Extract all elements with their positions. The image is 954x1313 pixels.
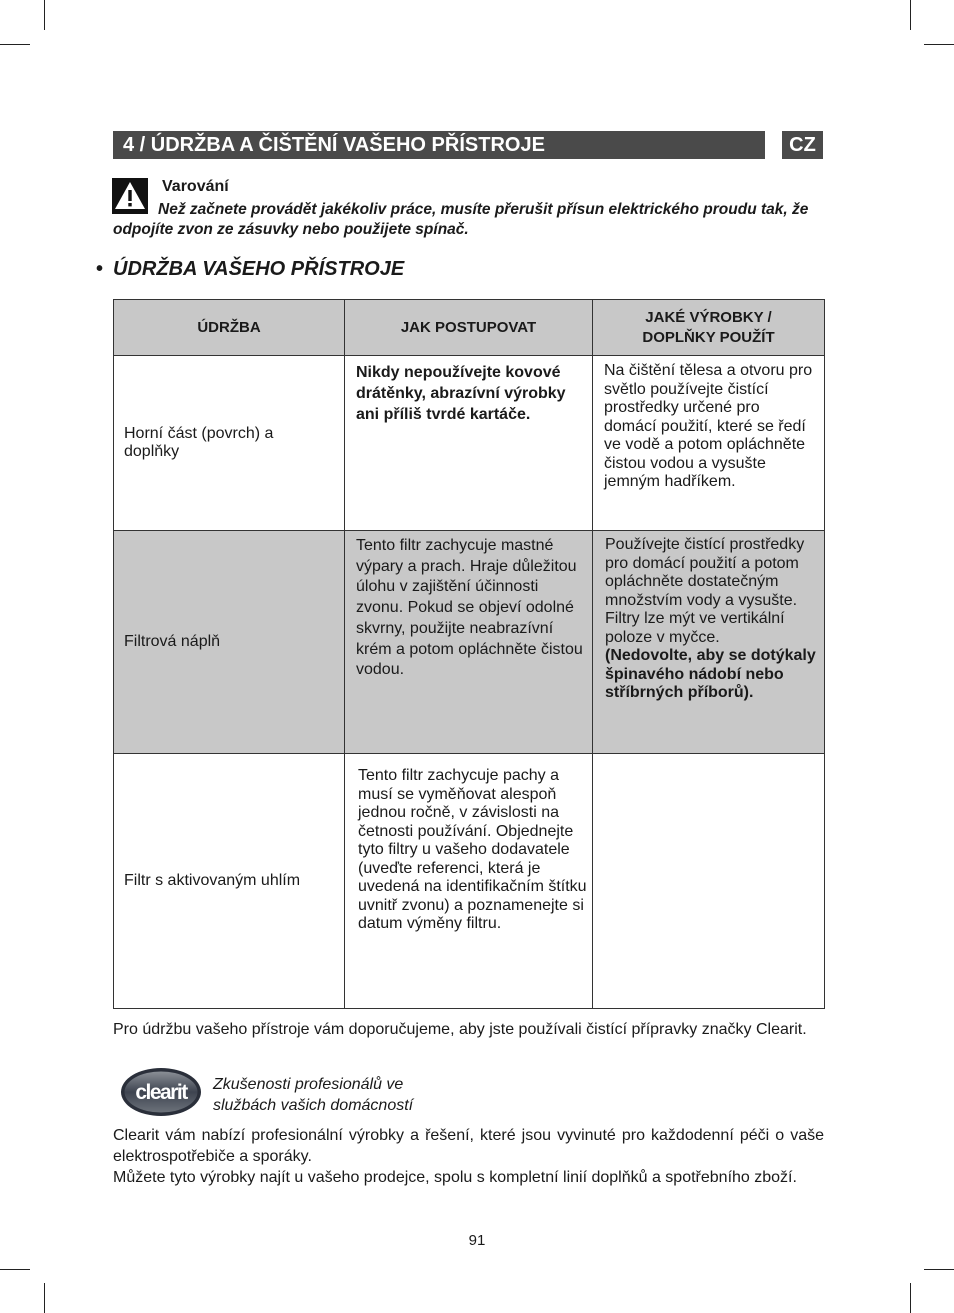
table-row: [114, 531, 825, 754]
how-text: Tento filtr zachycuje pachy a musí se vyměňovat alespoň jednou ročně, v závislosti na četnosti používání. Objednejte tyto filtry u vašeho dodavatele (uveďte referenci, která je uvedená na identifikačním štítku uvnitř zvonu) a poznamenejte si datum výměny filtru.: [358, 767, 587, 932]
products-bold-text: (Nedovolte, aby se dotýkaly špinavého nádobí nebo stříbrných příborů).: [605, 647, 816, 701]
crop-mark: [924, 1269, 954, 1270]
bullet: •: [96, 258, 104, 280]
how-text: Tento filtr zachycuje mastné výpary a prach. Hraje důležitou úlohu v zajištění účinnosti zvonu. Pokud se objeví odolné skvrny, použijte neabrazívní krém a potom opláchněte čistou vodou.: [356, 537, 583, 679]
table-header-cell: [593, 300, 825, 356]
logo-text: clearit: [135, 1081, 187, 1104]
table-header-text: JAKÉ VÝROBKY / DOPLŇKY POUŽÍT: [642, 308, 775, 346]
crop-mark: [910, 1283, 911, 1313]
subsection-title-text: ÚDRŽBA VAŠEHO PŘÍSTROJE: [113, 258, 405, 280]
crop-mark: [44, 0, 45, 30]
row-label: Filtrová náplň: [124, 632, 221, 650]
clearit-logo-icon: [120, 1067, 202, 1117]
products-text: Používejte čistící prostředky pro domácí použití a potom opláchněte dostatečným množstvím vody a vysušte. Filtry lze mýt ve vertikální poloze v myčce.: [605, 536, 805, 646]
table-cell-label: [114, 754, 345, 1009]
table-cell-products: [593, 356, 825, 531]
table-row: [114, 754, 825, 1009]
maintenance-table: [113, 299, 825, 1009]
table-cell-how: [345, 531, 593, 754]
table-cell-label: [114, 531, 345, 754]
tagline: Zkušenosti profesionálů ve službách vašich domácností: [213, 1076, 414, 1114]
row-label: Horní část (povrch) a doplňky: [124, 424, 274, 460]
products-block: [593, 531, 824, 703]
crop-mark: [0, 1269, 30, 1270]
recommendation-paragraph: Pro údržbu vašeho přístroje vám doporučujeme, aby jste používali čistící přípravky značky Clearit.: [113, 1021, 807, 1038]
page-number: 91: [468, 1232, 486, 1249]
table-header-row: [114, 300, 825, 356]
table-cell-products: [593, 531, 825, 754]
crop-mark: [44, 1283, 45, 1313]
section-header: 4 / ÚDRŽBA A ČIŠTĚNÍ VAŠEHO PŘÍSTROJE: [113, 131, 765, 159]
table-cell-how: [345, 356, 593, 531]
row-label: Filtr s aktivovaným uhlím: [124, 871, 301, 889]
warning-text: Než začnete provádět jakékoliv práce, musíte přerušit přísun elektrického proudu tak, že odpojíte zvon ze zásuvky nebo použijete spínač.: [113, 201, 809, 238]
table-cell-label: [114, 356, 345, 531]
how-text: Nikdy nepoužívejte kovové drátěnky, abrazívní výrobky ani příliš tvrdé kartáče.: [356, 364, 566, 423]
subsection-title: [96, 258, 404, 281]
table-header-cell: ÚDRŽBA: [114, 300, 345, 356]
crop-mark: [910, 0, 911, 30]
crop-mark: [0, 44, 30, 45]
table-row: [114, 356, 825, 531]
clearit-paragraph-2: Můžete tyto výrobky najít u vašeho prodejce, spolu s kompletní linií doplňků a spotřebního zboží.: [113, 1169, 797, 1186]
clearit-description: [113, 1125, 824, 1188]
table-cell-how: [345, 754, 593, 1009]
table-header-cell: JAK POSTUPOVAT: [345, 300, 593, 356]
warning-title: Varování: [162, 178, 229, 195]
clearit-paragraph-1: Clearit vám nabízí profesionální výrobky a řešení, které jsou vyvinuté pro každodenní péči o vaše elektrospotřebiče a sporáky.: [113, 1127, 824, 1165]
products-text: [593, 754, 824, 764]
products-text: Na čištění tělesa a otvoru pro světlo používejte čistící prostředky určené pro domácí použití, které se ředí ve vodě a potom opláchněte čistou vodou a vysušte jemným hadříkem.: [604, 362, 813, 490]
language-badge: CZ: [782, 131, 823, 159]
crop-mark: [924, 44, 954, 45]
table-cell-products: [593, 754, 825, 1009]
